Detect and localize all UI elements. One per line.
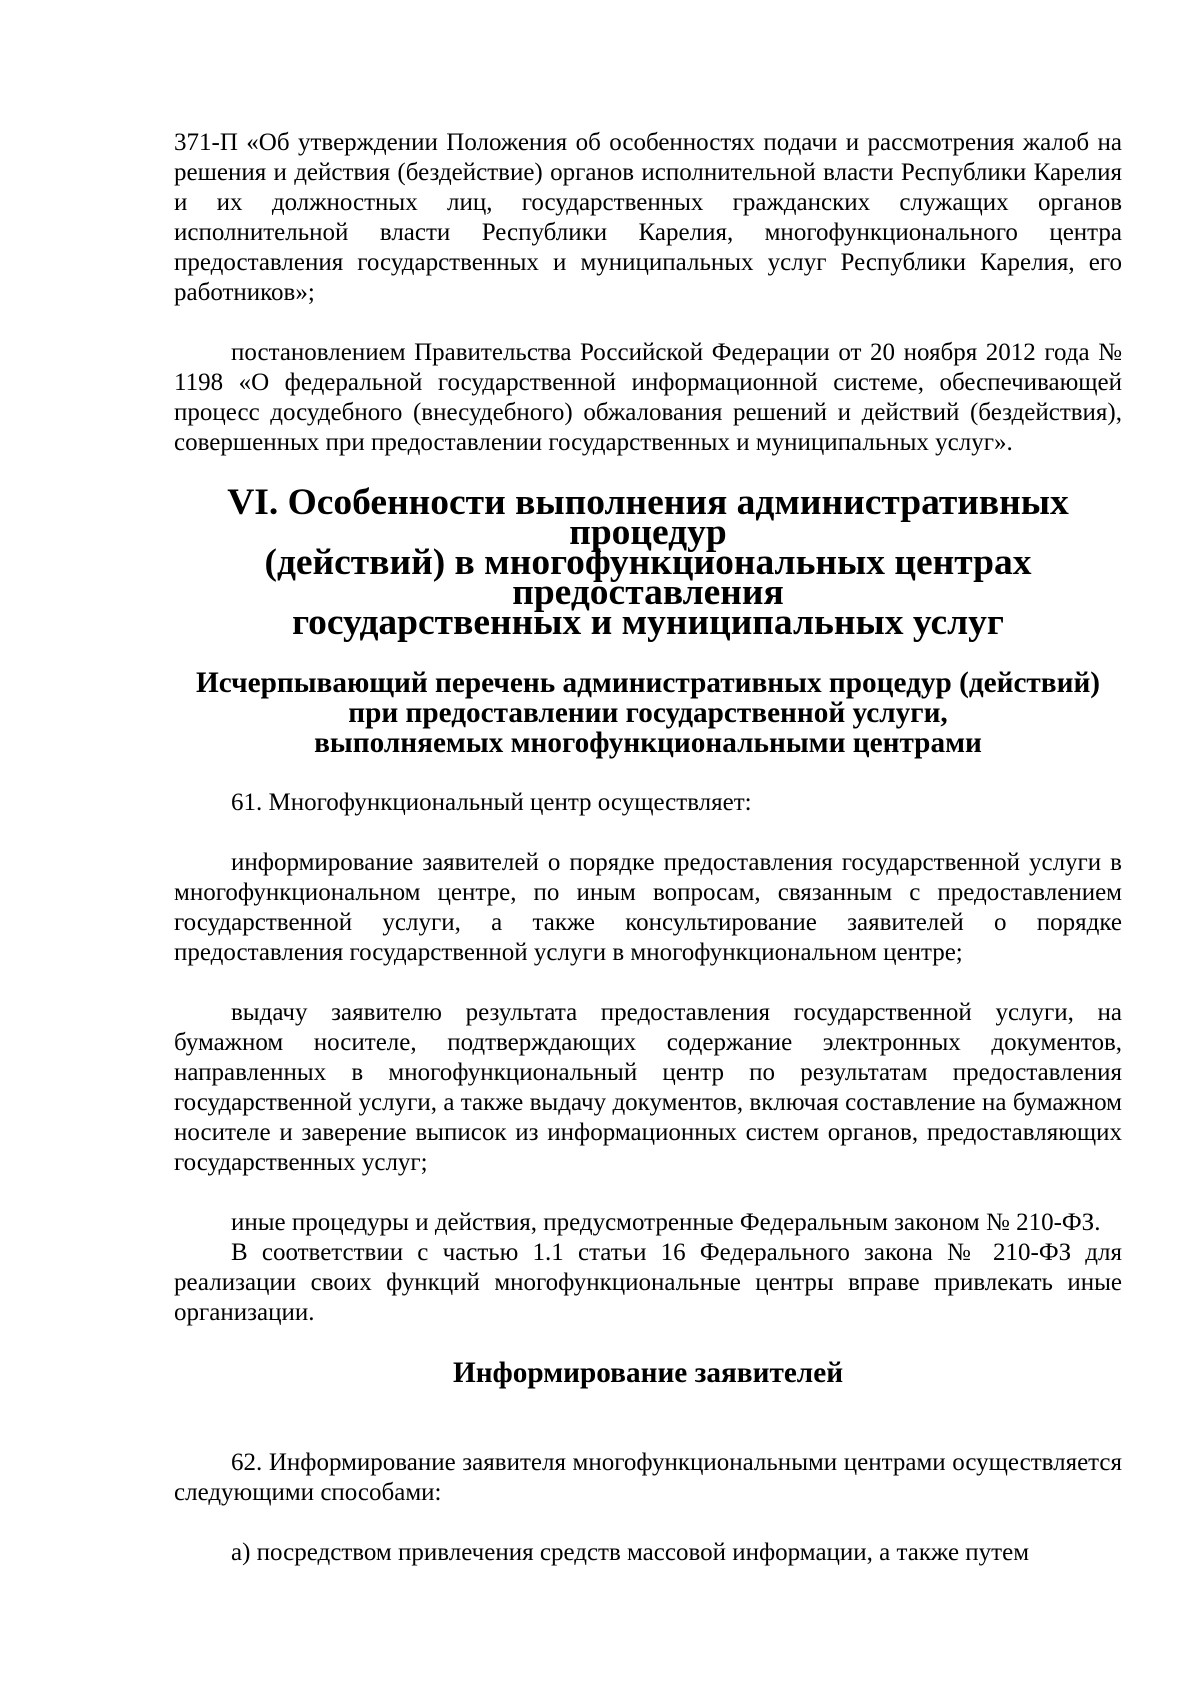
heading-informirovanie-zayaviteley: Информирование заявителей <box>452 1357 844 1389</box>
section-heading-line: государственных и муниципальных услуг <box>292 602 1004 643</box>
subheading-procedures-list <box>174 668 1122 758</box>
paragraph-62: 62. Информирование заявителя многофункциональными центрами осуществляется следующими способами: <box>174 1449 1122 1506</box>
subheading-line: при предоставлении государственной услуги, <box>348 697 948 729</box>
section-heading-line: (действий) в многофункциональных центрах предоставления <box>264 542 1032 613</box>
paragraph-sootvetstvii: В соответствии с частью 1.1 статьи 16 Федерального закона № 210-ФЗ для реализации своих функций многофункциональные центры вправе привлекать иные организации. <box>174 1239 1122 1326</box>
document-page <box>174 128 1122 1568</box>
subheading-line: выполняемых многофункциональными центрами <box>314 727 982 759</box>
paragraph-61: 61. Многофункциональный центр осуществляет: <box>231 789 752 816</box>
paragraph-vydachu: выдачу заявителю результата предоставления государственной услуги, на бумажном носителе, подтверждающих содержание электронных документов, направленных в многофункциональный центр по результатам предоставления государственной услуги, а также выдачу документов, включая составление на бумажном носителе и заверение выписок из информационных систем органов, предоставляющих государственных услуг; <box>174 999 1122 1176</box>
section-heading-vi <box>174 482 1122 643</box>
paragraph-a: а) посредством привлечения средств массовой информации, а также путем <box>231 1539 1030 1566</box>
section-heading-line: VI. Особенности выполнения административных процедур <box>227 482 1069 553</box>
paragraph-decree-continuation: 371-П «Об утверждении Положения об особенностях подачи и рассмотрения жалоб на решения и действия (бездействие) органов исполнительной власти Республики Карелия и их должностных лиц, государственных гражданских служащих органов исполнительной власти Республики Карелия, многофункционального центра предоставления государственных и муниципальных услуг Республики Карелия, его работников»; <box>174 129 1122 306</box>
paragraph-postanovlenie: постановлением Правительства Российской Федерации от 20 ноября 2012 года № 1198 «О федеральной государственной информационной системе, обеспечивающей процесс досудебного (внесудебного) обжалования решений и действий (бездействия), совершенных при предоставлении государственных и муниципальных услуг». <box>174 339 1122 456</box>
subheading-line: Исчерпывающий перечень административных процедур (действий) <box>195 667 1101 699</box>
paragraph-inye-procedury: иные процедуры и действия, предусмотренные Федеральным законом № 210-ФЗ. <box>231 1209 1101 1236</box>
paragraph-informirovanie: информирование заявителей о порядке предоставления государственной услуги в многофункциональном центре, по иным вопросам, связанным с предоставлением государственной услуги, а также консультирование заявителей о порядке предоставления государственной услуги в многофункциональном центре; <box>174 849 1122 966</box>
